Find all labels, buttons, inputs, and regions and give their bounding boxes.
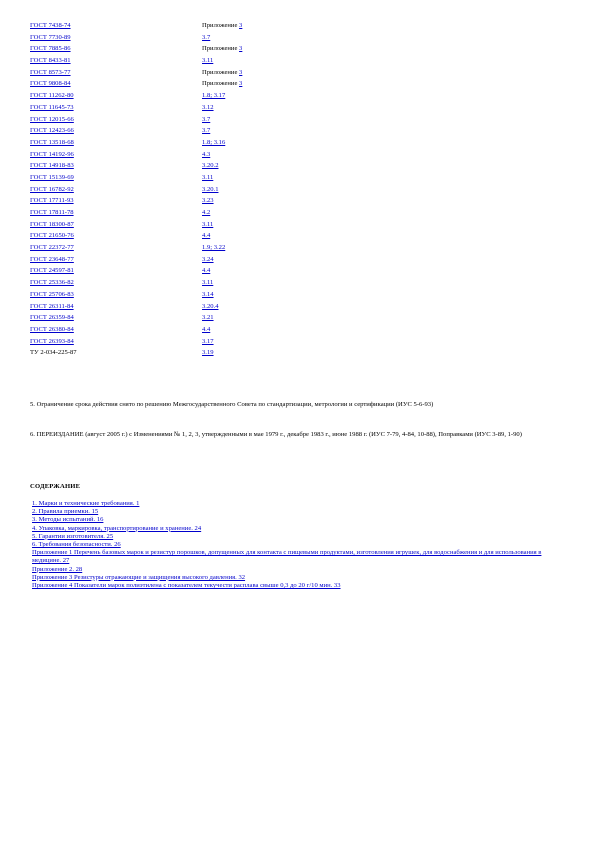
reference-row bbox=[30, 55, 570, 67]
standard-link[interactable]: ГОСТ 8573-77 bbox=[30, 68, 71, 76]
section-link[interactable]: 3 bbox=[239, 80, 243, 88]
section-reference bbox=[202, 78, 242, 90]
toc-item[interactable]: 1. Марки и технические требования. 1 bbox=[32, 500, 140, 507]
section-reference bbox=[202, 184, 218, 196]
section-reference bbox=[202, 254, 214, 266]
section-link[interactable]: 3 bbox=[239, 45, 243, 53]
standard-link[interactable]: ГОСТ 26359-84 bbox=[30, 314, 74, 322]
section-reference bbox=[202, 312, 214, 324]
standard-link[interactable]: ГОСТ 26380-84 bbox=[30, 325, 74, 333]
reference-row bbox=[30, 195, 570, 207]
section-reference bbox=[202, 67, 242, 79]
section-link[interactable]: 3.23 bbox=[202, 197, 214, 205]
toc-item[interactable]: Приложение 3 Резистуры отражающие и защищения высокого давления. 32 bbox=[32, 573, 246, 581]
section-link[interactable]: 1.8; 3.16 bbox=[202, 138, 226, 146]
standard-link[interactable]: ГОСТ 9808-84 bbox=[30, 80, 71, 88]
section-reference bbox=[202, 301, 218, 313]
standard-link[interactable]: ГОСТ 17811-78 bbox=[30, 209, 74, 216]
section-link[interactable]: 3.21 bbox=[202, 314, 214, 322]
section-link[interactable]: 4.3 bbox=[202, 150, 211, 158]
appendix-label: Приложение bbox=[202, 80, 240, 88]
standard-link: ТУ 2-034-225-87 bbox=[30, 349, 77, 357]
section-reference bbox=[202, 125, 210, 137]
section-link[interactable]: 4.4 bbox=[202, 267, 211, 275]
section-link[interactable]: 3.17 bbox=[202, 337, 214, 345]
reference-row bbox=[30, 160, 570, 172]
toc-item[interactable]: 6. Требования безопасности. 26 bbox=[32, 541, 121, 549]
standard-link[interactable]: ГОСТ 14918-83 bbox=[30, 162, 74, 170]
section-link[interactable]: 3.7 bbox=[202, 115, 211, 123]
section-reference bbox=[202, 265, 210, 277]
reference-row bbox=[30, 20, 570, 32]
standard-link[interactable]: ГОСТ 13518-68 bbox=[30, 138, 74, 146]
reference-row bbox=[30, 43, 570, 55]
reference-row bbox=[30, 301, 570, 313]
standard-link[interactable]: ГОСТ 23648-77 bbox=[30, 255, 74, 263]
toc-item[interactable]: 2. Правила приемки. 15 bbox=[32, 508, 99, 516]
section-link[interactable]: 3.20.1 bbox=[202, 185, 219, 193]
standard-link[interactable]: ГОСТ 7730-89 bbox=[30, 33, 71, 41]
reference-row bbox=[30, 312, 570, 324]
section-link[interactable]: 4.4 bbox=[202, 325, 211, 333]
reference-row bbox=[30, 336, 570, 348]
reference-row bbox=[30, 230, 570, 242]
section-reference bbox=[202, 324, 210, 336]
section-link[interactable]: 3.19 bbox=[202, 349, 214, 357]
reference-row bbox=[30, 172, 570, 184]
reference-row bbox=[30, 254, 570, 266]
section-link[interactable]: 3.20.2 bbox=[202, 162, 219, 170]
section-link[interactable]: 3.11 bbox=[202, 279, 214, 287]
standard-link[interactable]: ГОСТ 25336-82 bbox=[30, 279, 74, 287]
section-link[interactable]: 3 bbox=[239, 22, 243, 29]
section-link[interactable]: 3.20.4 bbox=[202, 302, 219, 310]
standard-link[interactable]: ГОСТ 22372-77 bbox=[30, 244, 74, 252]
section-link[interactable]: 3.11 bbox=[202, 220, 214, 228]
section-link[interactable]: 3.7 bbox=[202, 127, 211, 135]
section-reference bbox=[202, 43, 242, 55]
section-reference bbox=[202, 102, 214, 114]
reference-row bbox=[30, 347, 570, 359]
appendix-label: Приложение bbox=[202, 22, 240, 29]
toc-item[interactable]: 4. Упаковка, маркировка, транспортирование и хранение. 24 bbox=[32, 524, 202, 532]
reference-row bbox=[30, 265, 570, 277]
standard-link[interactable]: ГОСТ 8433-81 bbox=[30, 57, 71, 65]
toc-item[interactable]: Приложение 2. 28 bbox=[32, 565, 83, 573]
section-reference bbox=[202, 336, 214, 348]
section-link[interactable]: 3.11 bbox=[202, 57, 214, 65]
reference-row bbox=[30, 78, 570, 90]
section-reference bbox=[202, 55, 213, 67]
reference-row bbox=[30, 277, 570, 289]
standard-link[interactable]: ГОСТ 14192-96 bbox=[30, 150, 74, 158]
reference-row bbox=[30, 184, 570, 196]
reference-row bbox=[30, 114, 570, 126]
toc-item[interactable]: Приложение 4 Показатели марок полиэтилена с показателем текучести расплава свыше 0,3 до 20 г/10 мин. 33 bbox=[32, 582, 341, 590]
standard-link[interactable]: ГОСТ 17711-93 bbox=[30, 197, 74, 205]
reference-row bbox=[30, 242, 570, 254]
section-reference bbox=[202, 20, 242, 32]
toc-item[interactable]: Приложение 1 Перечень базовых марок и резистур порошков, допущенных для контакта с пищевыми продуктами, изготовления игрушек, для водоснабжения и для использования в медицине. 27 bbox=[32, 549, 542, 565]
section-reference bbox=[202, 137, 225, 149]
standard-link[interactable]: ГОСТ 18300-87 bbox=[30, 220, 74, 228]
toc-item[interactable]: 5. Гарантии изготовителя. 25 bbox=[32, 532, 114, 540]
reference-row bbox=[30, 32, 570, 44]
appendix-label: Приложение bbox=[202, 68, 240, 76]
section-link[interactable]: 3.11 bbox=[202, 173, 214, 181]
section-link[interactable]: 3 bbox=[239, 68, 243, 76]
toc-title: СОДЕРЖАНИЕ bbox=[30, 483, 81, 490]
section-reference bbox=[202, 230, 210, 242]
section-reference bbox=[202, 195, 214, 207]
paragraph-6: 6. ПЕРЕИЗДАНИЕ (август 2005 г.) с Изменениями № 1, 2, 3, утвержденными в мае 1979 г., декабре 1983 г., июне 1988 г. (ИУС 7-79, 4-84, 10-88), Поправками (ИУС 3-89, 1-90) bbox=[30, 431, 522, 438]
appendix-label: Приложение bbox=[202, 45, 240, 53]
reference-row bbox=[30, 102, 570, 114]
standard-link[interactable]: ГОСТ 24597-81 bbox=[30, 267, 74, 275]
paragraph-5: 5. Ограничение срока действия снято по решению Межгосударственного Совета по стандартизации, метрологии и сертификации (ИУС 5-6-93) bbox=[30, 401, 434, 408]
section-link[interactable]: 3.12 bbox=[202, 103, 214, 111]
section-reference bbox=[202, 207, 210, 219]
section-reference bbox=[202, 114, 210, 126]
section-reference bbox=[202, 32, 210, 44]
table-of-contents bbox=[32, 500, 552, 590]
standard-link[interactable]: ГОСТ 16782-92 bbox=[30, 185, 74, 193]
reference-row bbox=[30, 207, 570, 219]
section-reference bbox=[202, 90, 225, 102]
section-link[interactable]: 1.8; 3.17 bbox=[202, 92, 226, 100]
standard-link[interactable]: ГОСТ 26311-84 bbox=[30, 302, 74, 310]
section-link[interactable]: 4.2 bbox=[202, 209, 211, 216]
section-reference bbox=[202, 219, 213, 231]
section-link[interactable]: 3.24 bbox=[202, 255, 214, 263]
section-reference bbox=[202, 149, 210, 161]
reference-row bbox=[30, 219, 570, 231]
standard-link[interactable]: ГОСТ 26393-84 bbox=[30, 337, 74, 345]
standard-link[interactable]: ГОСТ 11262-80 bbox=[30, 92, 74, 100]
reference-row bbox=[30, 90, 570, 102]
standard-link[interactable]: ГОСТ 12015-66 bbox=[30, 115, 74, 123]
section-reference bbox=[202, 277, 213, 289]
standard-link[interactable]: ГОСТ 7885-86 bbox=[30, 45, 71, 53]
standard-link[interactable]: ГОСТ 12423-66 bbox=[30, 127, 74, 135]
reference-row bbox=[30, 137, 570, 149]
section-link[interactable]: 1.9; 3.22 bbox=[202, 244, 226, 252]
reference-row bbox=[30, 149, 570, 161]
section-link[interactable]: 3.7 bbox=[202, 33, 211, 41]
section-reference bbox=[202, 347, 214, 359]
section-link[interactable]: 3.14 bbox=[202, 290, 214, 298]
standard-link[interactable]: ГОСТ 21650-76 bbox=[30, 232, 74, 240]
section-link[interactable]: 4.4 bbox=[202, 232, 211, 240]
standard-link[interactable]: ГОСТ 7438-74 bbox=[30, 22, 71, 29]
section-reference bbox=[202, 160, 218, 172]
reference-row bbox=[30, 289, 570, 301]
section-reference bbox=[202, 242, 225, 254]
standards-reference-table bbox=[30, 20, 570, 359]
standard-link[interactable]: ГОСТ 15139-69 bbox=[30, 173, 74, 181]
section-reference bbox=[202, 172, 213, 184]
reference-row bbox=[30, 324, 570, 336]
section-reference bbox=[202, 289, 214, 301]
standard-link[interactable]: ГОСТ 11645-73 bbox=[30, 103, 74, 111]
toc-item[interactable]: 3. Методы испытаний. 16 bbox=[32, 516, 104, 524]
standard-link[interactable]: ГОСТ 25706-83 bbox=[30, 290, 74, 298]
reference-row bbox=[30, 67, 570, 79]
reference-row bbox=[30, 125, 570, 137]
